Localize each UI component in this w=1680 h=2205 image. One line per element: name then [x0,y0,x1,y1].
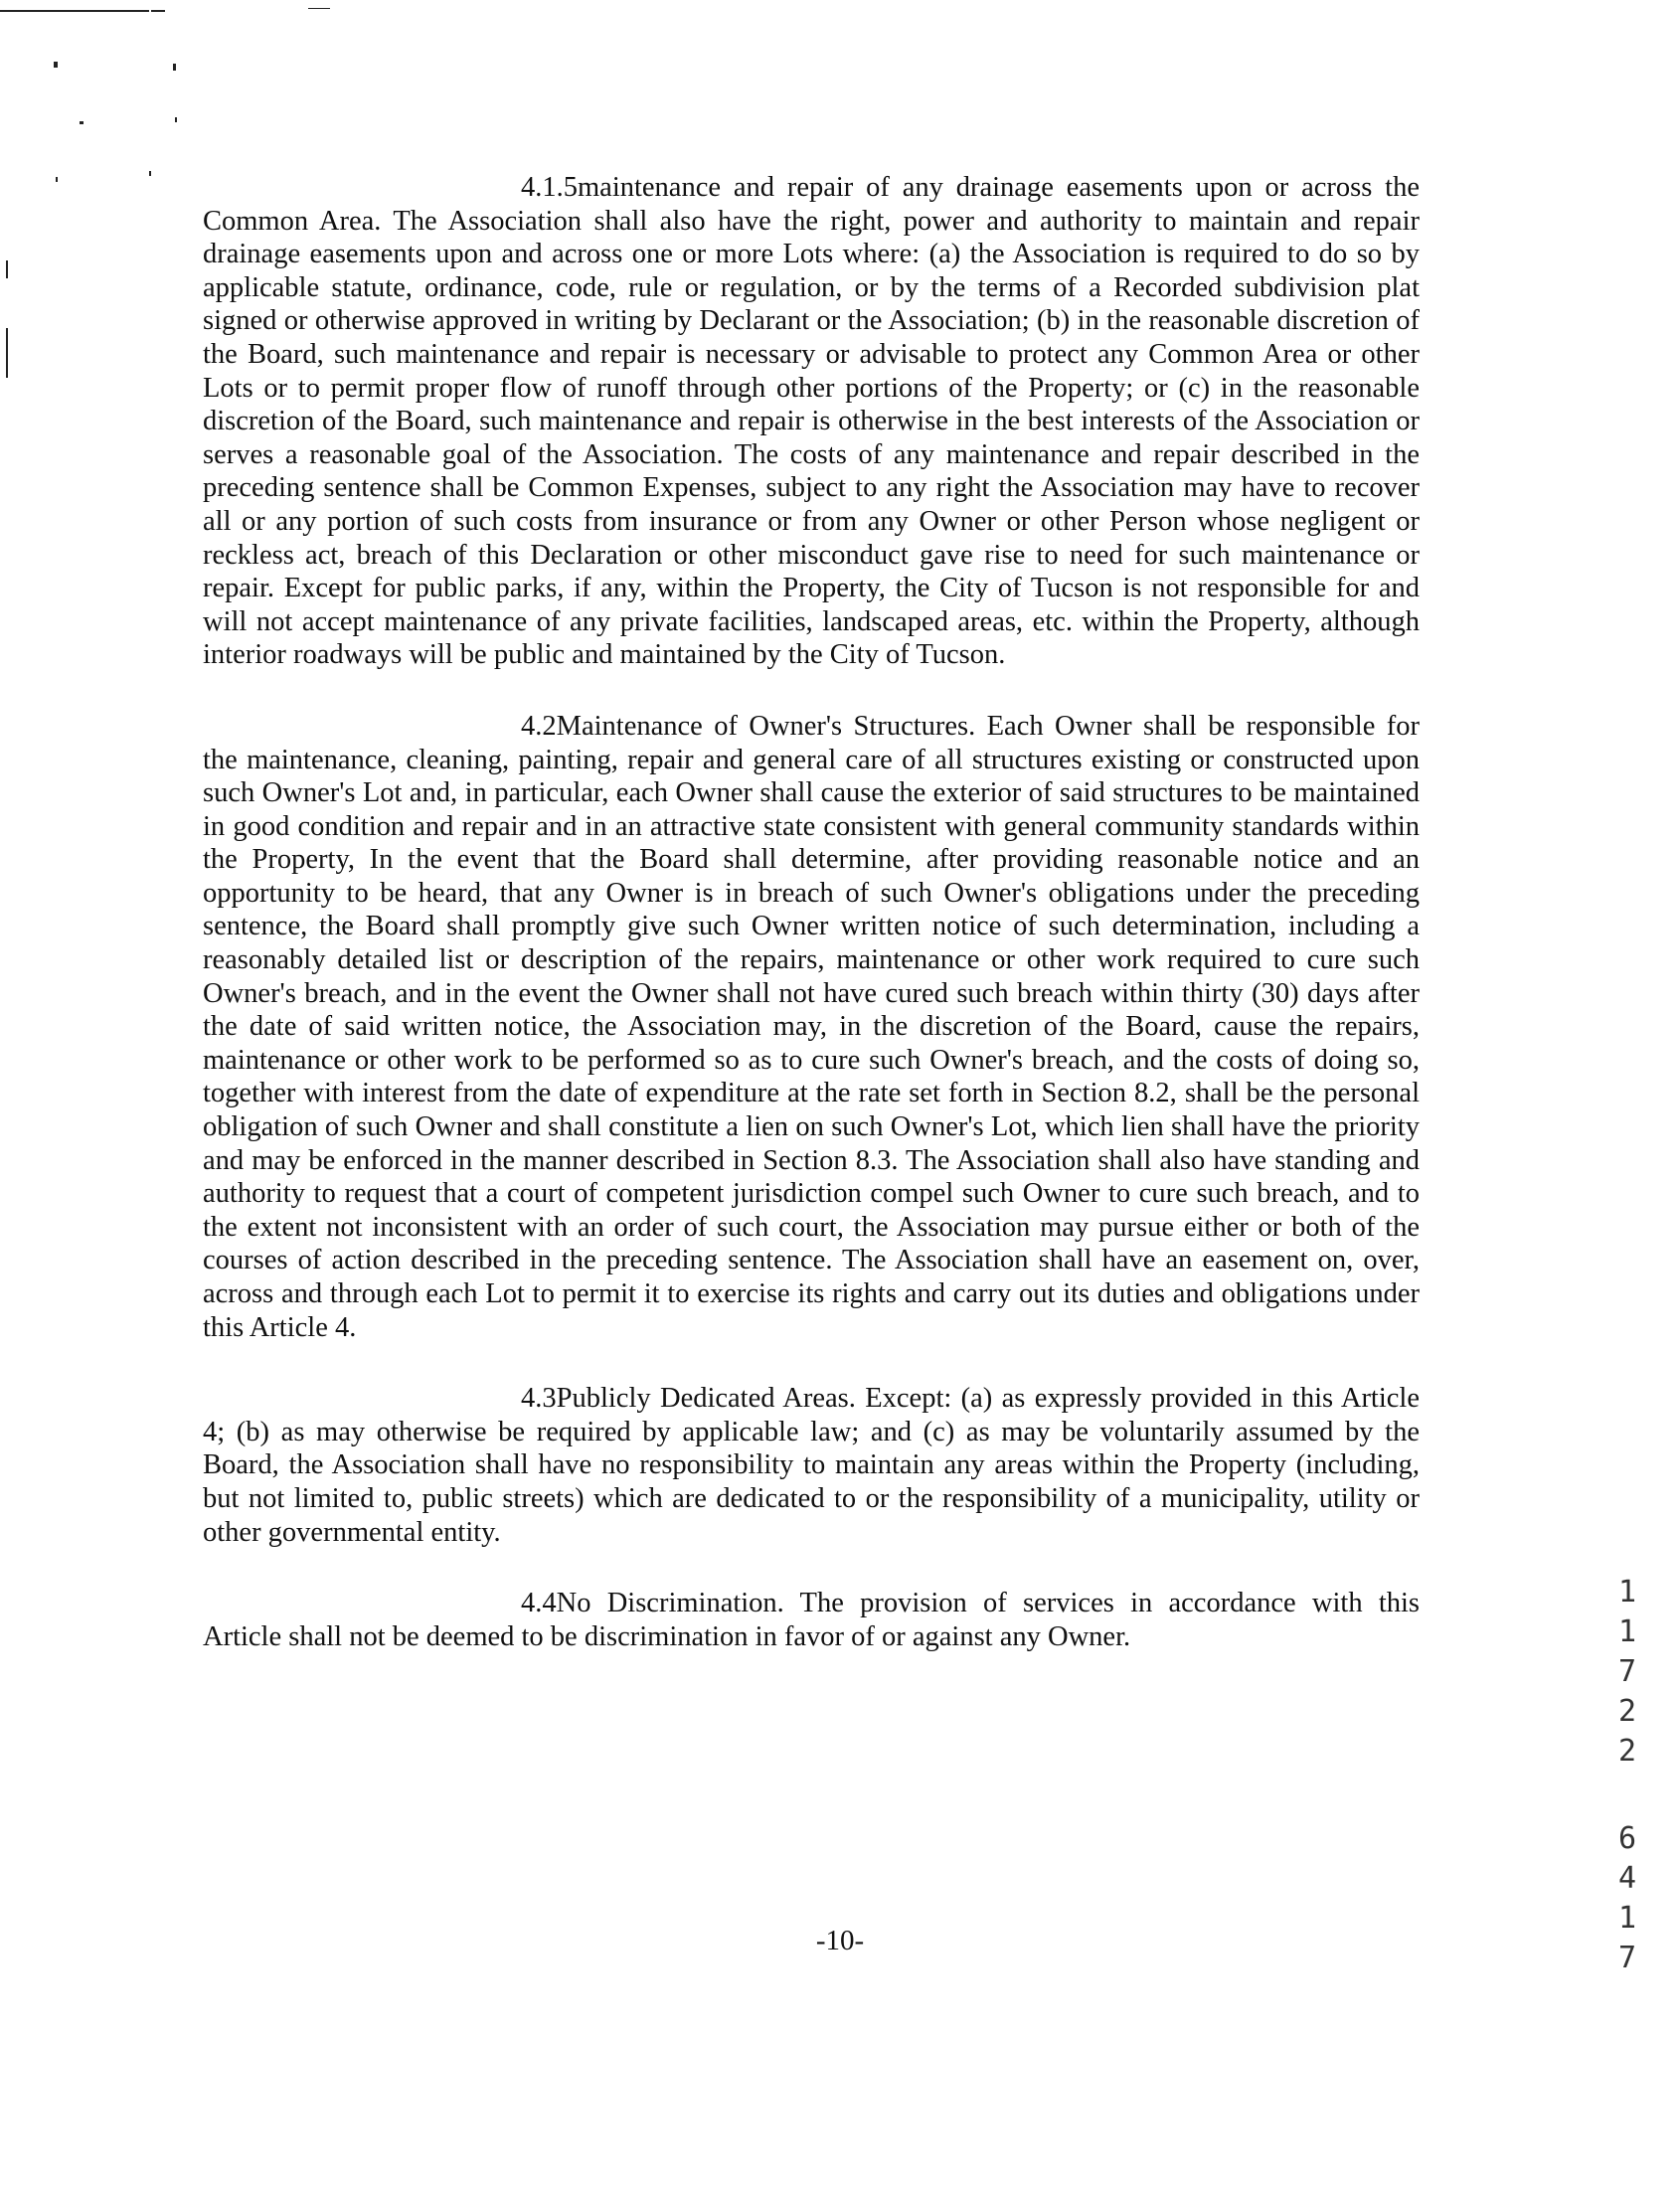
document-body [203,171,1420,1691]
scan-mark [6,328,8,378]
stamp-digit: 1 [1617,1901,1637,1936]
scan-mark [175,117,177,122]
scan-mark [56,177,58,182]
stamp-digit: 7 [1617,1941,1637,1975]
page-number: -10- [815,1925,865,1956]
section-number: 4.3 [521,1383,557,1415]
paragraph-4-1-5 [203,171,1420,672]
stamp-digit: 4 [1617,1861,1637,1896]
paragraph-4-4 [203,1587,1420,1653]
stamp-digit: 6 [1617,1821,1637,1856]
stamp-gap [1612,1772,1642,1819]
paragraph-4-2 [203,710,1420,1344]
scan-mark [149,171,151,176]
paragraph-4-3 [203,1382,1420,1549]
stamp-digit: 1 [1617,1575,1637,1610]
scan-mark [80,121,84,124]
paragraph-text: maintenance and repair of any drainage easements upon or across the Common Area. The Association shall also have the right, power and authority to maintain and repair drainage easements upon and across one or more Lots where: (a) the Association is required to do so by applicable statute, ordinance, code, rule or regulation, or by the terms of a Recorded subdivision plat signed or otherwise approved in writing by Declarant or the Association; (b) in the reasonable discretion of the Board, such maintenance and repair is necessary or advisable to protect any Common Area or other Lots or to permit proper flow of runoff through other portions of the Property; or (c) in the reasonable discretion of the Board, such maintenance and repair is otherwise in the best interests of the Association or serves a reasonable goal of the Association. The costs of any maintenance and repair described in the preceding sentence shall be Common Expenses, subject to any right the Association may have to recover all or any portion of such costs from insurance or from any Owner or other Person whose negligent or reckless act, breach of this Declaration or other misconduct gave rise to need for such maintenance or repair. Except for public parks, if any, within the Property, the City of Tucson is not responsible for and will not accept maintenance of any private facilities, landscaped areas, etc. within the Property, although interior roadways will be public and maintained by the City of Tucson. [203,172,1420,671]
paragraph-text: No Discrimination. The provision of services in accordance with this Article shall not be deemed to be discrimination in favor of or against any Owner. [203,1588,1420,1652]
stamp-digit: 2 [1617,1734,1637,1769]
stamp-digit: 2 [1617,1694,1637,1729]
section-number: 4.2 [521,710,557,742]
scan-mark [308,8,330,9]
scan-mark [0,10,149,12]
scan-mark [54,62,58,68]
scan-mark [173,64,176,71]
section-number: 4.1.5 [521,172,578,203]
recording-number-stamp [1612,1573,1642,1978]
paragraph-text: Maintenance of Owner's Structures. Each Owner shall be responsible for the maintenance, cleaning, painting, repair and general care of all structures existing or constructed upon such Owner's Lot and, in particular, each Owner shall cause the exterior of said structures to be maintained in good condition and repair and in an attractive state consistent with general community standards within the Property, In the event that the Board shall determine, after providing reasonable notice and an opportunity to be heard, that any Owner is in breach of such Owner's obligations under the preceding sentence, the Board shall promptly give such Owner written notice of such determination, including a reasonably detailed list or description of the repairs, maintenance or other work required to cure such Owner's breach, and in the event the Owner shall not have cured such breach within thirty (30) days after the date of said written notice, the Association may, in the discretion of the Board, cause the repairs, maintenance or other work to be performed so as to cure such Owner's breach, and the costs of doing so, together with interest from the date of expenditure at the rate set forth in Section 8.2, shall be the personal obligation of such Owner and shall constitute a lien on such Owner's Lot, which lien shall have the priority and may be enforced in the manner described in Section 8.3. The Association shall also have standing and authority to request that a court of competent jurisdiction compel such Owner to cure such breach, and to the extent not inconsistent with an order of such court, the Association may pursue either or both of the courses of action described in the preceding sentence. The Association shall have an easement on, over, across and through each Lot to permit it to exercise its rights and carry out its duties and obligations under this Article 4. [203,710,1420,1343]
stamp-digit: 7 [1617,1654,1637,1689]
stamp-digit: 1 [1617,1614,1637,1649]
section-number: 4.4 [521,1588,557,1619]
paragraph-text: Publicly Dedicated Areas. Except: (a) as expressly provided in this Article 4; (b) as may otherwise be required by applicable law; and (c) as may be voluntarily assumed by the Board, the Association shall have no responsibility to maintain any areas within the Property (including, but not limited to, public streets) which are dedicated to or the responsibility of a municipality, utility or other governmental entity. [203,1383,1420,1548]
scan-mark [6,260,8,278]
scan-mark [151,10,165,12]
